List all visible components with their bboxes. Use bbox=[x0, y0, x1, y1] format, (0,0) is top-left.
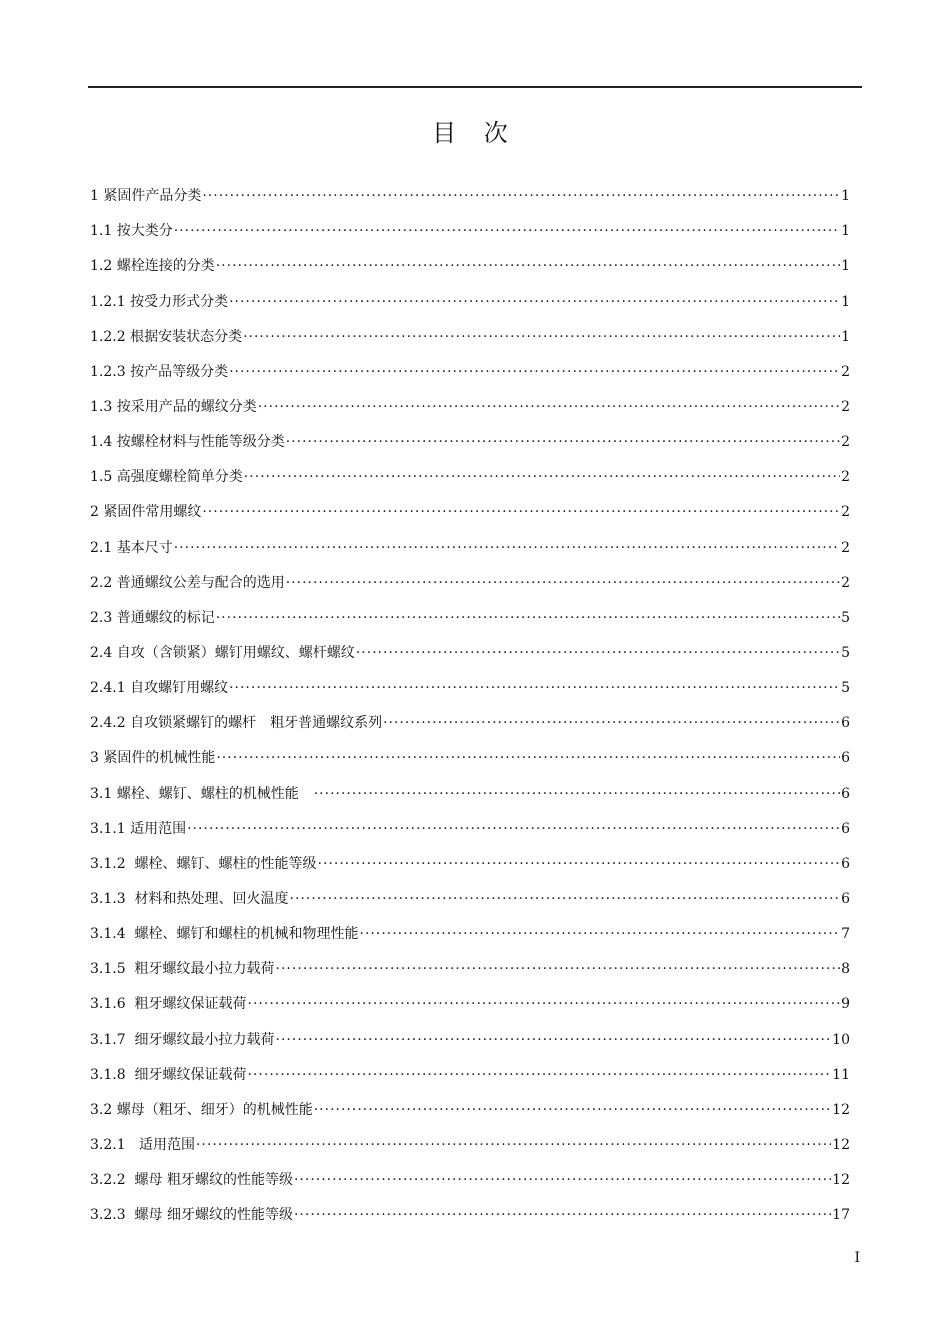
toc-entry-page: 8 bbox=[841, 961, 850, 978]
toc-entry-label: 3.1.8 细牙螺纹保证载荷 bbox=[90, 1066, 247, 1083]
toc-entry-label: 3.1.4 螺栓、螺钉和螺柱的机械和物理性能 bbox=[90, 926, 359, 943]
toc-entry-label: 1.5 高强度螺栓简单分类 bbox=[90, 469, 243, 486]
toc-entry-label: 3.2.2 螺母 粗牙螺纹的性能等级 bbox=[90, 1172, 293, 1189]
toc-entry[interactable] bbox=[90, 805, 850, 840]
toc-entry-label: 1.2.2 根据安装状态分类 bbox=[90, 328, 243, 345]
toc-entry-page: 1 bbox=[841, 293, 850, 310]
toc-leader-dots bbox=[258, 396, 840, 418]
toc-entry-label: 3.1 螺栓、螺钉、螺柱的机械性能 bbox=[90, 785, 313, 802]
toc-entry-label: 1 紧固件产品分类 bbox=[90, 188, 202, 205]
toc-leader-dots bbox=[286, 431, 840, 453]
toc-leader-dots bbox=[290, 888, 841, 910]
toc-entry-label: 3.1.2 螺栓、螺钉、螺柱的性能等级 bbox=[90, 855, 317, 872]
toc-entry-label: 3.1.6 粗牙螺纹保证载荷 bbox=[90, 996, 247, 1013]
toc-leader-dots bbox=[286, 572, 840, 594]
toc-leader-dots bbox=[187, 818, 840, 840]
table-of-contents bbox=[90, 172, 850, 1226]
toc-entry[interactable] bbox=[90, 1051, 850, 1086]
toc-entry[interactable] bbox=[90, 1015, 850, 1050]
toc-entry-label: 1.1 按大类分 bbox=[90, 223, 173, 240]
toc-entry-page: 6 bbox=[841, 820, 850, 837]
toc-entry-page: 2 bbox=[841, 539, 850, 556]
toc-entry[interactable] bbox=[90, 594, 850, 629]
toc-leader-dots bbox=[216, 607, 840, 629]
toc-entry-page: 1 bbox=[841, 188, 850, 205]
toc-entry[interactable] bbox=[90, 348, 850, 383]
toc-entry[interactable] bbox=[90, 945, 850, 980]
toc-entry-page: 6 bbox=[841, 715, 850, 732]
toc-entry-page: 6 bbox=[841, 785, 850, 802]
toc-entry[interactable] bbox=[90, 488, 850, 523]
toc-leader-dots bbox=[248, 1064, 832, 1086]
toc-entry[interactable] bbox=[90, 699, 850, 734]
toc-entry-page: 2 bbox=[841, 363, 850, 380]
toc-entry-page: 5 bbox=[841, 680, 850, 697]
toc-leader-dots bbox=[248, 993, 841, 1015]
toc-entry-page: 12 bbox=[832, 1101, 850, 1118]
toc-leader-dots bbox=[294, 1204, 831, 1226]
toc-entry-page: 6 bbox=[841, 750, 850, 767]
toc-entry-page: 2 bbox=[841, 574, 850, 591]
toc-entry[interactable] bbox=[90, 172, 850, 207]
toc-entry-page: 2 bbox=[841, 398, 850, 415]
toc-entry[interactable] bbox=[90, 734, 850, 769]
toc-entry-page: 7 bbox=[841, 926, 850, 943]
toc-leader-dots bbox=[276, 1029, 832, 1051]
toc-entry-label: 2.4 自攻（含锁紧）螺钉用螺纹、螺杆螺纹 bbox=[90, 644, 355, 661]
toc-entry-page: 2 bbox=[841, 504, 850, 521]
toc-leader-dots bbox=[229, 291, 840, 313]
toc-entry-label: 1.2.3 按产品等级分类 bbox=[90, 363, 229, 380]
toc-entry[interactable] bbox=[90, 769, 850, 804]
toc-entry-label: 2.4.2 自攻锁紧螺钉的螺杆 粗牙普通螺纹系列 bbox=[90, 715, 383, 732]
toc-entry-label: 1.2.1 按受力形式分类 bbox=[90, 293, 229, 310]
toc-entry-label: 3.1.5 粗牙螺纹最小拉力载荷 bbox=[90, 961, 275, 978]
toc-leader-dots bbox=[294, 1169, 831, 1191]
toc-leader-dots bbox=[314, 783, 840, 805]
toc-entry[interactable] bbox=[90, 242, 850, 277]
toc-leader-dots bbox=[174, 220, 840, 242]
toc-entry-page: 1 bbox=[841, 223, 850, 240]
toc-entry-page: 10 bbox=[832, 1031, 850, 1048]
toc-leader-dots bbox=[174, 537, 840, 559]
toc-entry-page: 5 bbox=[841, 609, 850, 626]
toc-entry[interactable] bbox=[90, 559, 850, 594]
toc-entry-label: 3 紧固件的机械性能 bbox=[90, 750, 216, 767]
toc-entry-page: 12 bbox=[832, 1136, 850, 1153]
toc-entry[interactable] bbox=[90, 840, 850, 875]
toc-entry-label: 3.1.3 材料和热处理、回火温度 bbox=[90, 890, 289, 907]
toc-entry[interactable] bbox=[90, 629, 850, 664]
toc-entry[interactable] bbox=[90, 277, 850, 312]
toc-entry-page: 9 bbox=[841, 996, 850, 1013]
header-rule bbox=[88, 86, 862, 88]
toc-leader-dots bbox=[229, 677, 840, 699]
toc-entry[interactable] bbox=[90, 1156, 850, 1191]
toc-entry-page: 6 bbox=[841, 855, 850, 872]
toc-entry-label: 3.1.7 细牙螺纹最小拉力载荷 bbox=[90, 1031, 275, 1048]
toc-entry[interactable] bbox=[90, 980, 850, 1015]
toc-entry[interactable] bbox=[90, 1191, 850, 1226]
toc-entry-label: 2.4.1 自攻螺钉用螺纹 bbox=[90, 680, 229, 697]
toc-entry-label: 3.2.3 螺母 细牙螺纹的性能等级 bbox=[90, 1207, 293, 1224]
toc-leader-dots bbox=[243, 326, 840, 348]
toc-entry-page: 12 bbox=[832, 1172, 850, 1189]
toc-entry-label: 2 紧固件常用螺纹 bbox=[90, 504, 202, 521]
toc-leader-dots bbox=[196, 1134, 831, 1156]
toc-leader-dots bbox=[276, 958, 841, 980]
toc-entry-label: 1.4 按螺栓材料与性能等级分类 bbox=[90, 434, 285, 451]
toc-entry[interactable] bbox=[90, 910, 850, 945]
toc-leader-dots bbox=[383, 712, 840, 734]
toc-entry-label: 2.1 基本尺寸 bbox=[90, 539, 173, 556]
toc-entry-label: 1.3 按采用产品的螺纹分类 bbox=[90, 398, 257, 415]
toc-entry-page: 5 bbox=[841, 644, 850, 661]
toc-leader-dots bbox=[318, 853, 841, 875]
page-number: I bbox=[854, 1250, 860, 1266]
toc-leader-dots bbox=[356, 642, 840, 664]
toc-entry[interactable] bbox=[90, 453, 850, 488]
toc-entry[interactable] bbox=[90, 1086, 850, 1121]
toc-entry-page: 1 bbox=[841, 328, 850, 345]
toc-leader-dots bbox=[314, 1099, 831, 1121]
page-title: 目 次 bbox=[432, 119, 518, 147]
toc-entry-label: 3.1.1 适用范围 bbox=[90, 820, 187, 837]
toc-leader-dots bbox=[202, 501, 840, 523]
toc-entry-page: 11 bbox=[832, 1066, 850, 1083]
toc-leader-dots bbox=[202, 185, 840, 207]
toc-entry[interactable] bbox=[90, 418, 850, 453]
toc-entry-label: 1.2 螺栓连接的分类 bbox=[90, 258, 215, 275]
toc-leader-dots bbox=[360, 923, 841, 945]
toc-leader-dots bbox=[229, 361, 840, 383]
toc-entry-label: 2.3 普通螺纹的标记 bbox=[90, 609, 215, 626]
toc-entry[interactable] bbox=[90, 523, 850, 558]
toc-entry-page: 2 bbox=[841, 469, 850, 486]
toc-entry[interactable] bbox=[90, 207, 850, 242]
toc-entry-page: 1 bbox=[841, 258, 850, 275]
toc-entry[interactable] bbox=[90, 664, 850, 699]
toc-entry-label: 3.2 螺母（粗牙、细牙）的机械性能 bbox=[90, 1101, 313, 1118]
toc-entry[interactable] bbox=[90, 313, 850, 348]
toc-entry[interactable] bbox=[90, 383, 850, 418]
toc-entry[interactable] bbox=[90, 1121, 850, 1156]
toc-leader-dots bbox=[216, 747, 840, 769]
toc-entry-label: 3.2.1 适用范围 bbox=[90, 1136, 195, 1153]
toc-entry-page: 6 bbox=[841, 890, 850, 907]
toc-entry[interactable] bbox=[90, 875, 850, 910]
toc-leader-dots bbox=[244, 466, 840, 488]
toc-entry-page: 2 bbox=[841, 434, 850, 451]
toc-entry-label: 2.2 普通螺纹公差与配合的选用 bbox=[90, 574, 285, 591]
toc-entry-page: 17 bbox=[832, 1207, 850, 1224]
toc-leader-dots bbox=[216, 255, 840, 277]
